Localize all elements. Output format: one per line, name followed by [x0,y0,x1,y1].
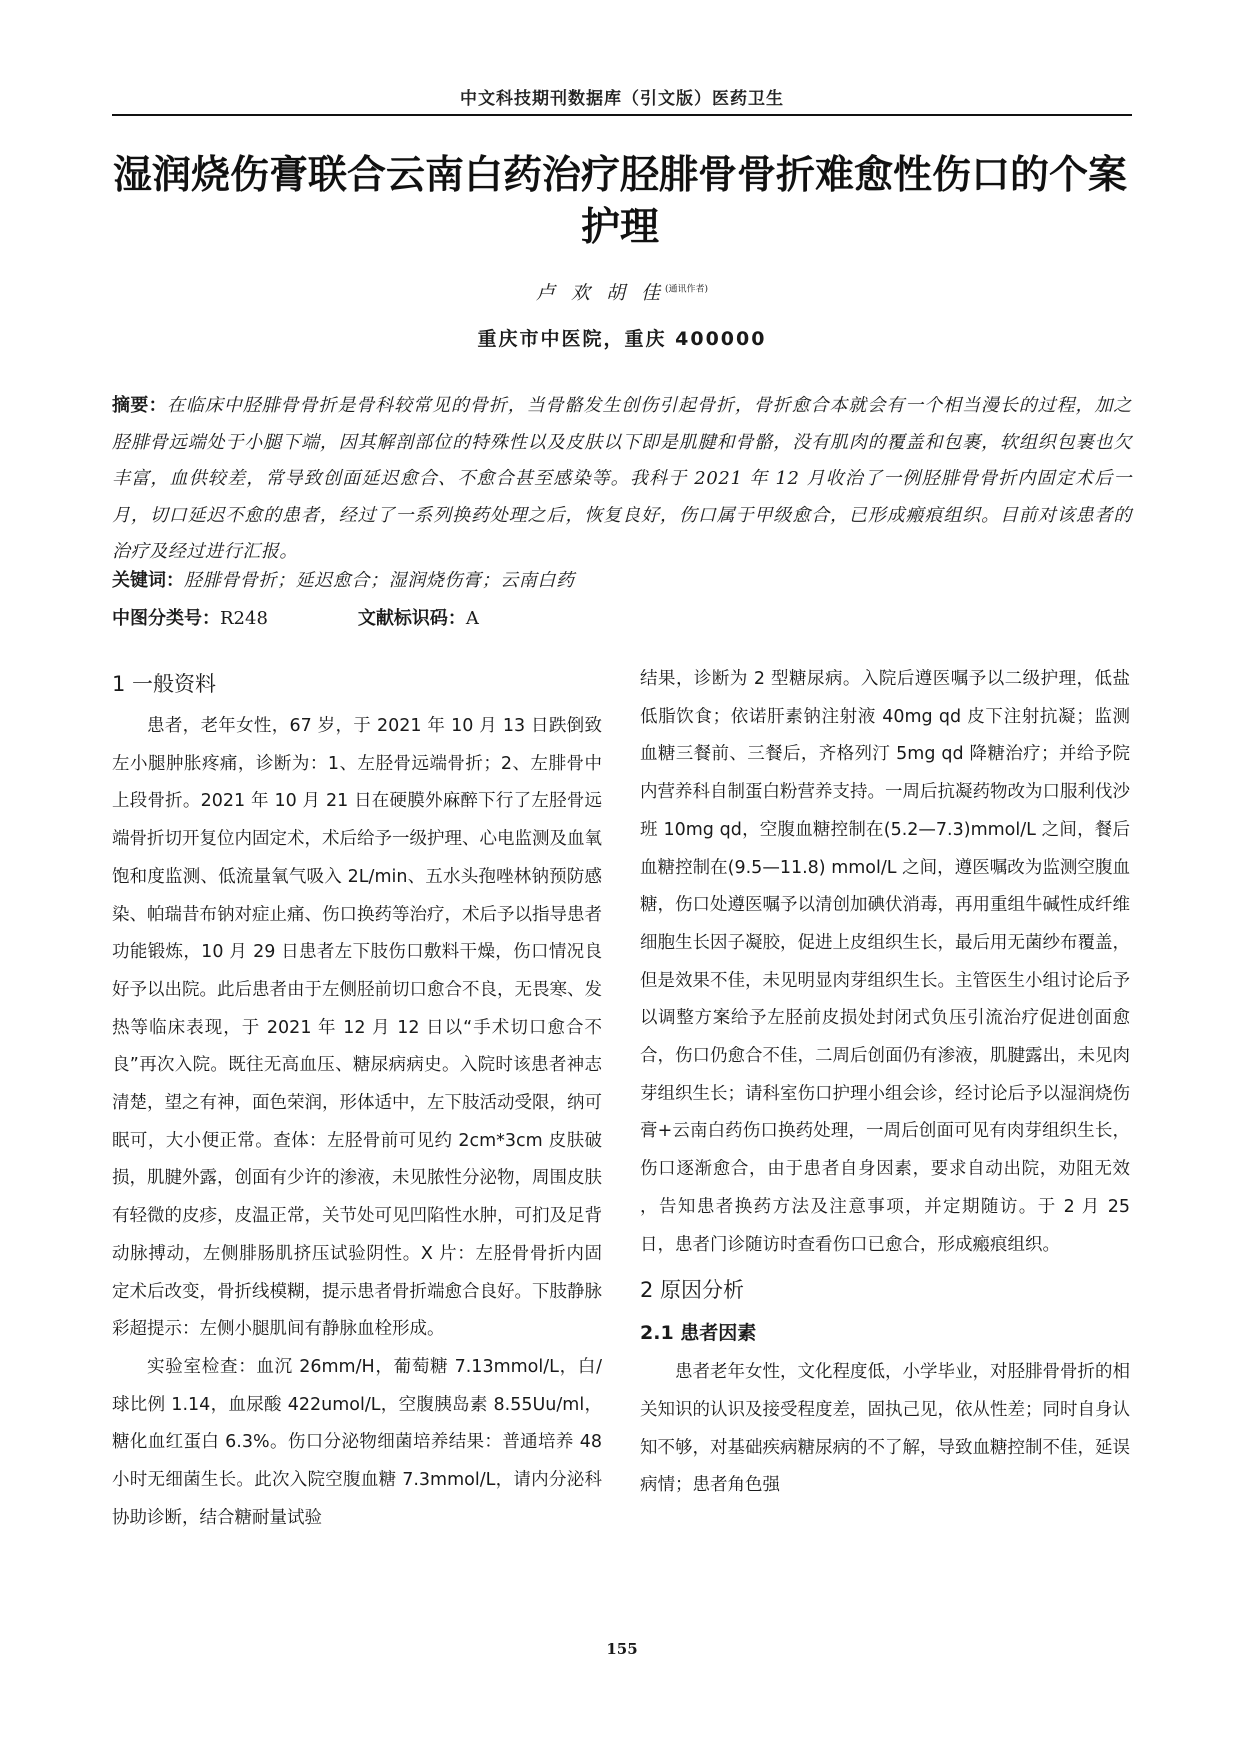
right-column [640,661,1130,1505]
author-names: 卢 欢 胡 佳 [535,282,666,304]
body-paragraph: 实验室检查：血沉 26mm/H，葡萄糖 7.13mmol/L，白/球比例 1.14，血尿酸 422umol/L，空腹胰岛素 8.55Uu/ml，糖化血红蛋白 6.3%。伤口分泌物细菌培养结果：普通培养 48 小时无细菌生长。此次入院空腹血糖 7.3mmol/L，请内分泌科协助诊断，结合糖耐量试验 [112,1356,602,1528]
doc-code-label: 文献标识码： [357,608,466,629]
affiliation: 重庆市中医院，重庆 400000 [477,328,767,350]
classification-line [112,604,1132,630]
clc-label: 中图分类号： [112,608,220,629]
abstract-text: 在临床中胫腓骨骨折是骨科较常见的骨折，当骨骼发生创伤引起骨折，骨折愈合本就会有一个相当漫长的过程，加之胫腓骨远端处于小腿下端，因其解剖部位的特殊性以及皮肤以下即是肌腱和骨骼，没有肌肉的覆盖和包裹，软组织包裹也欠丰富，血供较差，常导致创面延迟愈合、不愈合甚至感染等。我科于 2021 年 12 月收治了一例胫腓骨骨折内固定术后一月，切口延迟不愈的患者，经过了一系列换药处理之后，恢复良好，伤口属于甲级愈合，已形成瘢痕组织。目前对该患者的治疗及经过进行汇报。 [112,395,1132,562]
body-paragraph: 患者，老年女性，67 岁，于 2021 年 10 月 13 日跌倒致左小腿肿胀疼痛，诊断为：1、左胫骨远端骨折；2、左腓骨中上段骨折。2021 年 10 月 21 日在硬膜外麻醉下行了左胫骨远端骨折切开复位内固定术，术后给予一级护理、心电监测及血氧饱和度监测、低流量氧气吸入 2L/min、五水头孢唑林钠预防感染、帕瑞昔布钠对症止痛、伤口换药等治疗，术后予以指导患者功能锻炼，10 月 29 日患者左下肢伤口敷料干燥，伤口情况良好予以出院。此后患者由于左侧胫前切口愈合不良，无畏寒、发热等临床表现，于 2021 年 12 月 12 日以“手术切口愈合不良”再次入院。既往无高血压、糖尿病病史。入院时该患者神志清楚，望之有神，面色荣润，形体适中，左下肢活动受限，纳可眠可，大小便正常。查体：左胫骨前可见约 2cm*3cm 皮肤破损，肌腱外露，创面有少许的渗液，未见脓性分泌物，周围皮肤有轻微的皮疹，皮温正常，关节处可见凹陷性水肿，可扪及足背动脉搏动，左侧腓肠肌挤压试验阴性。X 片：左胫骨骨折内固定术后改变，骨折线模糊，提示患者骨折端愈合良好。下肢静脉彩超提示：左侧小腿肌间有静脉血栓形成。 [112,716,602,1340]
header-rule [112,114,1132,116]
article-title: 湿润烧伤膏联合云南白药治疗胫腓骨骨折难愈性伤口的个案护理 [112,153,1127,250]
abstract-label: 摘要： [112,395,167,416]
keywords-label: 关键词： [112,570,184,591]
page-number: 155 [606,1640,638,1658]
keywords [112,566,1132,592]
abstract [112,388,1132,571]
corresponding-author-note: (通讯作者) [665,284,709,295]
doc-code-value: A [465,608,479,629]
section-heading-2: 2 原因分析 [640,1278,745,1303]
section-heading-1: 1 一般资料 [112,672,217,696]
clc-value: R248 [220,608,268,629]
body-paragraph: 患者老年女性，文化程度低，小学毕业，对胫腓骨骨折的相关知识的认识及接受程度差，固执己见，依从性差；同时自身认知不够，对基础疾病糖尿病的不了解，导致血糖控制不佳，延误病情；患者角色强 [640,1362,1130,1496]
left-column [112,664,602,1537]
keywords-text: 胫腓骨骨折；延迟愈合；湿润烧伤膏；云南白药 [184,570,575,591]
journal-running-head: 中文科技期刊数据库（引文版）医药卫生 [460,89,784,109]
subsection-heading-2-1: 2.1 患者因素 [640,1322,757,1345]
body-paragraph: 结果，诊断为 2 型糖尿病。入院后遵医嘱予以二级护理，低盐低脂饮食；依诺肝素钠注射液 40mg qd 皮下注射抗凝；监测血糖三餐前、三餐后，齐格列汀 5mg qd 降糖治疗；并给予院内营养科自制蛋白粉营养支持。一周后抗凝药物改为口服利伐沙班 10mg qd，空腹血糖控制在(5.2—7.3)mmol/L 之间，餐后血糖控制在(9.5—11.8) mmol/L 之间，遵医嘱改为监测空腹血糖，伤口处遵医嘱予以清创加碘伏消毒，再用重组牛碱性成纤维细胞生长因子凝胶，促进上皮组织生长，最后用无菌纱布覆盖，但是效果不佳，未见明显肉芽组织生长。主管医生小组讨论后予以调整方案给予左胫前皮损处封闭式负压引流治疗促进创面愈合，伤口仍愈合不佳，二周后创面仍有渗液，肌腱露出，未见肉芽组织生长；请科室伤口护理小组会诊，经讨论后予以湿润烧伤膏+云南白药伤口换药处理，一周后创面可见有肉芽组织生长，伤口逐渐愈合，由于患者自身因素，要求自动出院，劝阻无效 ，告知患者换药方法及注意事项，并定期随访。于 2 月 25 日，患者门诊随访时查看伤口已愈合，形成瘢痕组织。 [640,669,1130,1255]
author-line [112,278,1132,305]
